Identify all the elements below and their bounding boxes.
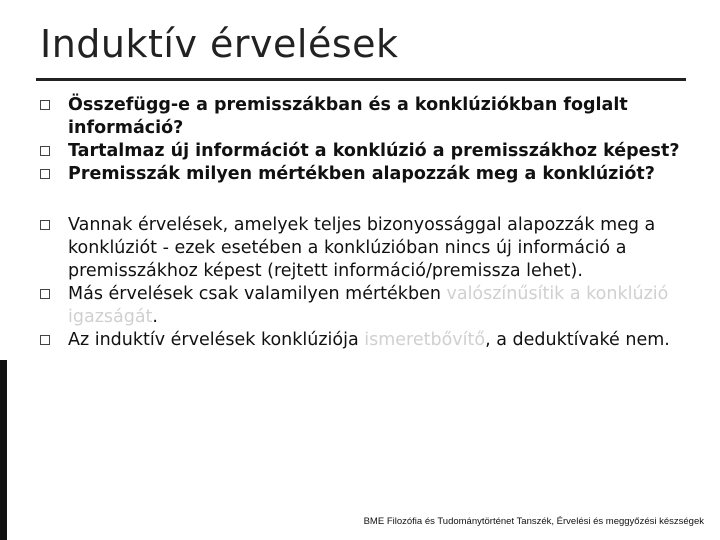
left-accent-bar-bottom bbox=[0, 360, 7, 540]
bullet-item bbox=[40, 283, 695, 329]
bullet-text: Összefügg-e a premisszákban és a konklúziókban foglalt információ? bbox=[68, 95, 628, 138]
bullet-text: Premisszák milyen mértékben alapozzák meg a konklúziót? bbox=[68, 164, 655, 184]
square-bullet-icon bbox=[40, 220, 50, 230]
bullet-text-end: , a deduktívaké nem. bbox=[485, 330, 670, 350]
square-bullet-icon bbox=[40, 169, 50, 179]
square-bullet-icon bbox=[40, 100, 50, 110]
bullet-item bbox=[40, 329, 695, 352]
bullet-text: Az induktív érvelések konklúziója bbox=[68, 330, 365, 350]
square-bullet-icon bbox=[40, 146, 50, 156]
title-divider bbox=[36, 78, 686, 81]
bullet-text-end: . bbox=[152, 307, 158, 327]
slide-footer: BME Filozófia és Tudománytörténet Tanszék, Érvelési és meggyőzési készségek bbox=[363, 516, 704, 527]
highlighted-term: ismeretbővítő bbox=[364, 330, 486, 350]
bullet-text: Más érvelések csak valamilyen mértékben bbox=[68, 284, 447, 304]
bullet-item bbox=[40, 94, 695, 140]
highlighted-term: valószínűsítik a konklúzió igazságát bbox=[68, 284, 669, 327]
spacer bbox=[40, 186, 695, 214]
slide-title: Induktív érvelések bbox=[40, 22, 399, 66]
left-accent-bar-top bbox=[0, 0, 7, 178]
bullet-text: Vannak érvelések, amelyek teljes bizonyossággal alapozzák meg a konklúziót - ezek esetében a konklúzióban nincs új információ a premisszákhoz képest (rejtett információ/premissza lehet). bbox=[68, 215, 656, 281]
square-bullet-icon bbox=[40, 289, 50, 299]
bullet-item bbox=[40, 214, 695, 283]
bullet-list bbox=[40, 94, 695, 352]
bullet-item bbox=[40, 140, 695, 163]
bullet-text: Tartalmaz új információt a konklúzió a premisszákhoz képest? bbox=[68, 141, 680, 161]
square-bullet-icon bbox=[40, 335, 50, 345]
bullet-item bbox=[40, 163, 695, 186]
